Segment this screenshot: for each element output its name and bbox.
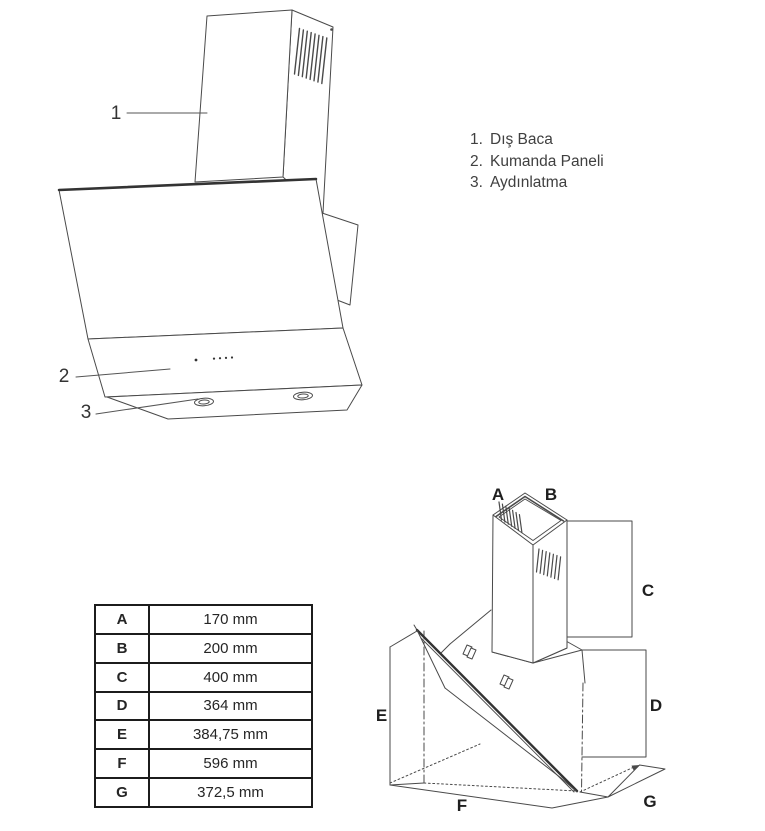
- callout-3: 3: [80, 402, 92, 423]
- parts-legend: [470, 129, 604, 194]
- legend-item-2: [470, 151, 604, 173]
- legend-item-number: 2.: [470, 152, 483, 170]
- callout-1: 1: [110, 103, 122, 124]
- hood-overview-illustration: [40, 0, 420, 430]
- legend-item-number: 3.: [470, 174, 483, 191]
- dim-key: F: [95, 749, 149, 778]
- glass-left-cap: [417, 630, 445, 688]
- label-f: F: [456, 796, 468, 815]
- glass-panel: [59, 179, 343, 339]
- legend-item-1: [470, 129, 604, 151]
- glass-tip-cap: [561, 778, 577, 792]
- base-diagonal-hidden-edge: [390, 744, 480, 783]
- g-arrowhead: [632, 765, 640, 771]
- label-e: E: [375, 706, 388, 725]
- glass-inner-edge: [421, 638, 574, 792]
- dim-key: A: [95, 605, 149, 634]
- dim-value: 364 mm: [149, 692, 312, 721]
- platform-back-right-edge: [566, 641, 582, 650]
- dim-key: D: [95, 692, 149, 721]
- dim-value: 372,5 mm: [149, 778, 312, 807]
- label-g: G: [643, 792, 657, 811]
- callout-2: 2: [58, 366, 70, 387]
- table-row: [95, 692, 312, 721]
- table-row: [95, 663, 312, 692]
- chimney-right-face: [533, 520, 567, 663]
- dimension-illustration: [375, 470, 765, 831]
- base-back-hidden-edge: [424, 783, 577, 791]
- legend-item-label: Dış Baca: [490, 131, 553, 148]
- dimensions-table: [94, 604, 313, 808]
- e-top-tick: [390, 631, 417, 647]
- dim-value: 400 mm: [149, 663, 312, 692]
- dim-value: 384,75 mm: [149, 720, 312, 749]
- table-row: [95, 634, 312, 663]
- dim-value: 596 mm: [149, 749, 312, 778]
- dim-value: 170 mm: [149, 605, 312, 634]
- legend-item-3: [470, 172, 604, 194]
- e-bottom-tick: [390, 783, 424, 785]
- label-a: A: [491, 485, 505, 504]
- dim-key: G: [95, 778, 149, 807]
- table-row: [95, 605, 312, 634]
- label-c: C: [641, 581, 655, 600]
- chimney-front-face: [195, 10, 292, 182]
- legend-item-label: Aydınlatma: [490, 174, 568, 191]
- label-b: B: [544, 485, 558, 504]
- body-right-edge: [582, 650, 585, 683]
- glass-lower-edge: [445, 688, 561, 778]
- platform-left-corner-edge: [441, 644, 450, 653]
- centerline-right: [582, 683, 584, 792]
- c-dimension-box: [567, 521, 632, 637]
- chimney-corner-dot: [330, 28, 333, 31]
- table-row: [95, 749, 312, 778]
- dim-key: C: [95, 663, 149, 692]
- base-left-tip-edge: [580, 792, 608, 797]
- table-row: [95, 778, 312, 807]
- legend-item-number: 1.: [470, 131, 483, 148]
- platform-back-left-edge: [450, 610, 491, 644]
- dim-key: E: [95, 720, 149, 749]
- mounting-bracket-1: [463, 645, 476, 659]
- chimney-left-face: [492, 515, 533, 663]
- legend-item-label: Kumanda Paneli: [490, 152, 604, 170]
- d-dimension-box: [582, 650, 646, 757]
- label-d: D: [649, 696, 663, 715]
- dim-key: B: [95, 634, 149, 663]
- mounting-bracket-2: [500, 675, 513, 689]
- table-row: [95, 720, 312, 749]
- dim-value: 200 mm: [149, 634, 312, 663]
